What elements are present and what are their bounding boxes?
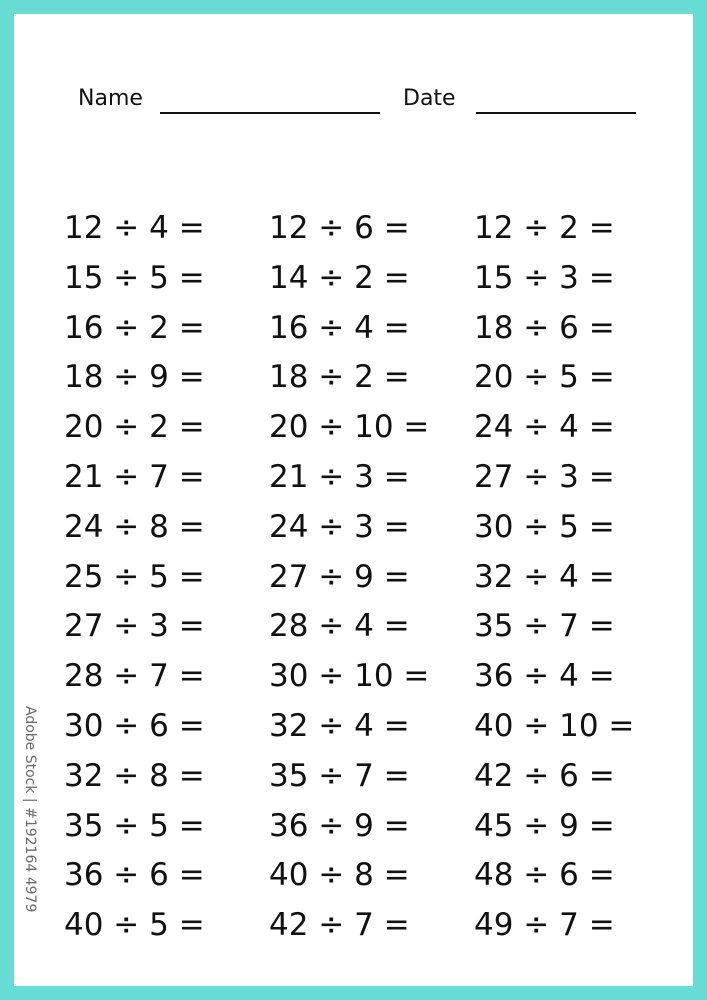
date-line (476, 112, 636, 114)
problem-item: 21 ÷ 3 = (269, 458, 410, 495)
problem-item: 40 ÷ 10 = (474, 707, 635, 744)
problem-item: 24 ÷ 8 = (64, 508, 205, 545)
problem-item: 20 ÷ 2 = (64, 409, 205, 446)
problem-item: 16 ÷ 2 = (64, 309, 205, 346)
problem-item: 15 ÷ 3 = (474, 259, 615, 296)
problem-item: 49 ÷ 7 = (474, 907, 615, 944)
problem-item: 14 ÷ 2 = (269, 259, 410, 296)
header (78, 86, 638, 116)
problem-item: 45 ÷ 9 = (474, 807, 615, 844)
problem-item: 12 ÷ 6 = (269, 210, 410, 246)
name-line (160, 112, 380, 114)
problem-item: 12 ÷ 4 = (64, 210, 205, 246)
problem-item: 36 ÷ 6 = (64, 857, 205, 894)
stock-watermark (16, 706, 38, 966)
problem-item: 27 ÷ 3 = (64, 608, 205, 645)
problem-item: 35 ÷ 7 = (269, 757, 410, 794)
problem-item: 18 ÷ 9 = (64, 359, 205, 396)
problem-column-2 (269, 204, 469, 951)
problem-item: 21 ÷ 7 = (64, 458, 205, 495)
name-label: Name (78, 86, 143, 111)
problem-item: 30 ÷ 5 = (474, 508, 615, 545)
problem-item: 28 ÷ 7 = (64, 658, 205, 695)
problem-item: 18 ÷ 2 = (269, 359, 410, 396)
problem-column-1 (64, 204, 264, 951)
problem-item: 32 ÷ 4 = (269, 707, 410, 744)
watermark-text: Adobe Stock | #192164 4979 (22, 706, 38, 913)
problem-item: 42 ÷ 6 = (474, 757, 615, 794)
problem-item: 30 ÷ 6 = (64, 707, 205, 744)
problem-item: 25 ÷ 5 = (64, 558, 205, 595)
problem-item: 24 ÷ 4 = (474, 409, 615, 446)
problem-item: 27 ÷ 9 = (269, 558, 410, 595)
problem-item: 27 ÷ 3 = (474, 458, 615, 495)
problem-item: 20 ÷ 5 = (474, 359, 615, 396)
problem-item: 35 ÷ 5 = (64, 807, 205, 844)
problem-item: 40 ÷ 8 = (269, 857, 410, 894)
problem-item: 35 ÷ 7 = (474, 608, 615, 645)
problem-item: 16 ÷ 4 = (269, 309, 410, 346)
problem-item: 48 ÷ 6 = (474, 857, 615, 894)
problem-item: 36 ÷ 4 = (474, 658, 615, 695)
problem-column-3 (474, 204, 674, 951)
problem-item: 42 ÷ 7 = (269, 907, 410, 944)
problem-item: 18 ÷ 6 = (474, 309, 615, 346)
problem-item: 28 ÷ 4 = (269, 608, 410, 645)
problem-item: 32 ÷ 4 = (474, 558, 615, 595)
problem-item: 32 ÷ 8 = (64, 757, 205, 794)
problem-item: 40 ÷ 5 = (64, 907, 205, 944)
problem-item: 20 ÷ 10 = (269, 409, 430, 446)
problem-item: 24 ÷ 3 = (269, 508, 410, 545)
problem-item: 30 ÷ 10 = (269, 658, 430, 695)
problem-item: 12 ÷ 2 = (474, 210, 615, 246)
problem-columns (64, 204, 664, 964)
problem-item: 15 ÷ 5 = (64, 259, 205, 296)
problem-item: 36 ÷ 9 = (269, 807, 410, 844)
date-label: Date (403, 86, 456, 111)
